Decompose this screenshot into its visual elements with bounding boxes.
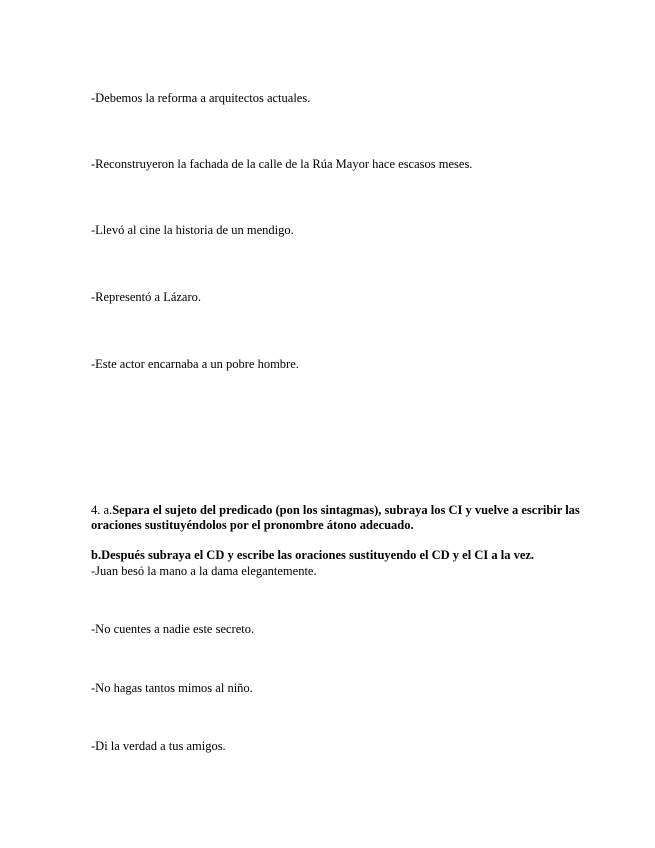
exercise-4-instruction-b: b.Después subraya el CD y escribe las oraciones sustituyendo el CD y el CI a la vez. bbox=[91, 548, 535, 562]
exercise-sentence-3: -No hagas tantos mimos al niño. bbox=[91, 681, 253, 695]
sentence-5: -Este actor encarnaba a un pobre hombre. bbox=[91, 357, 299, 371]
instruction-a-text: Separa el sujeto del predicado (pon los sintagmas), subraya los CI y vuelve a escribir las oraciones sustituyéndolos por el pronombre átono adecuado. bbox=[91, 503, 580, 532]
sentence-1: -Debemos la reforma a arquitectos actuales. bbox=[91, 91, 311, 105]
exercise-number: 4. a. bbox=[91, 503, 113, 517]
exercise-sentence-1: -Juan besó la mano a la dama elegantemente. bbox=[91, 564, 317, 578]
exercise-sentence-4: -Di la verdad a tus amigos. bbox=[91, 739, 226, 753]
sentence-3: -Llevó al cine la historia de un mendigo. bbox=[91, 223, 294, 237]
sentence-2: -Reconstruyeron la fachada de la calle de la Rúa Mayor hace escasos meses. bbox=[91, 157, 473, 171]
exercise-sentence-2: -No cuentes a nadie este secreto. bbox=[91, 622, 255, 636]
sentence-4: -Representó a Lázaro. bbox=[91, 290, 202, 304]
exercise-4-instruction-a bbox=[91, 503, 611, 533]
